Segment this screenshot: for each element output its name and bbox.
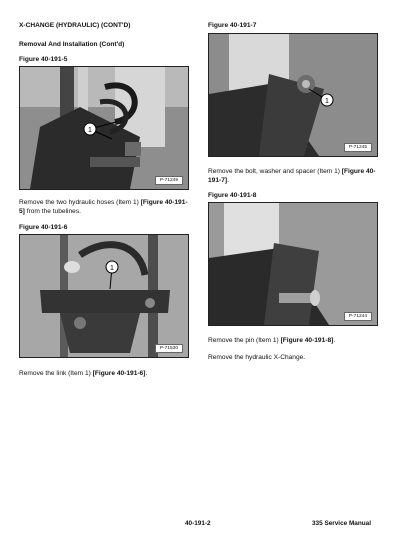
page-title: X-CHANGE (HYDRAULIC) (CONT'D) [19, 22, 131, 29]
paragraph-hoses: Remove the two hydraulic hoses (Item 1) [Figure 40-191-5] from the tubelines. [19, 199, 188, 215]
figure-6-callout: 1 [110, 265, 114, 272]
figure-8-label: Figure 40-191-8 [208, 192, 257, 199]
page-number: 40-191-2 [185, 520, 211, 527]
figure-8-code: P-71244 [344, 312, 372, 321]
pin-photo [209, 203, 377, 325]
figure-6-code: P-71530 [155, 344, 183, 353]
figure-7-label: Figure 40-191-7 [208, 22, 257, 29]
figure-6-label: Figure 40-191-6 [19, 224, 68, 231]
section-heading: Removal And Installation (Cont'd) [19, 41, 125, 48]
paragraph-xchange: Remove the hydraulic X-Change. [208, 354, 306, 361]
figure-5-code: P-71249 [155, 176, 183, 185]
paragraph-bolt: Remove the bolt, washer and spacer (Item 1) [Figure 40-191-7]. [208, 168, 376, 184]
link-photo [20, 235, 188, 357]
figure-7-photo [208, 33, 378, 157]
bolt-photo [209, 34, 377, 156]
figure-5-photo [19, 66, 189, 190]
figure-5-callout: 1 [88, 127, 92, 134]
figure-7-callout: 1 [325, 98, 329, 105]
hose-photo [20, 67, 188, 189]
paragraph-pin: Remove the pin (Item 1) [Figure 40-191-8]. [208, 337, 336, 344]
figure-8-photo [208, 202, 378, 326]
paragraph-link: Remove the link (Item 1) [Figure 40-191-6]. [19, 370, 148, 377]
manual-title: 335 Service Manual [312, 520, 371, 527]
figure-5-label: Figure 40-191-5 [19, 56, 68, 63]
figure-6-photo [19, 234, 189, 358]
figure-7-code: P-71245 [344, 143, 372, 152]
